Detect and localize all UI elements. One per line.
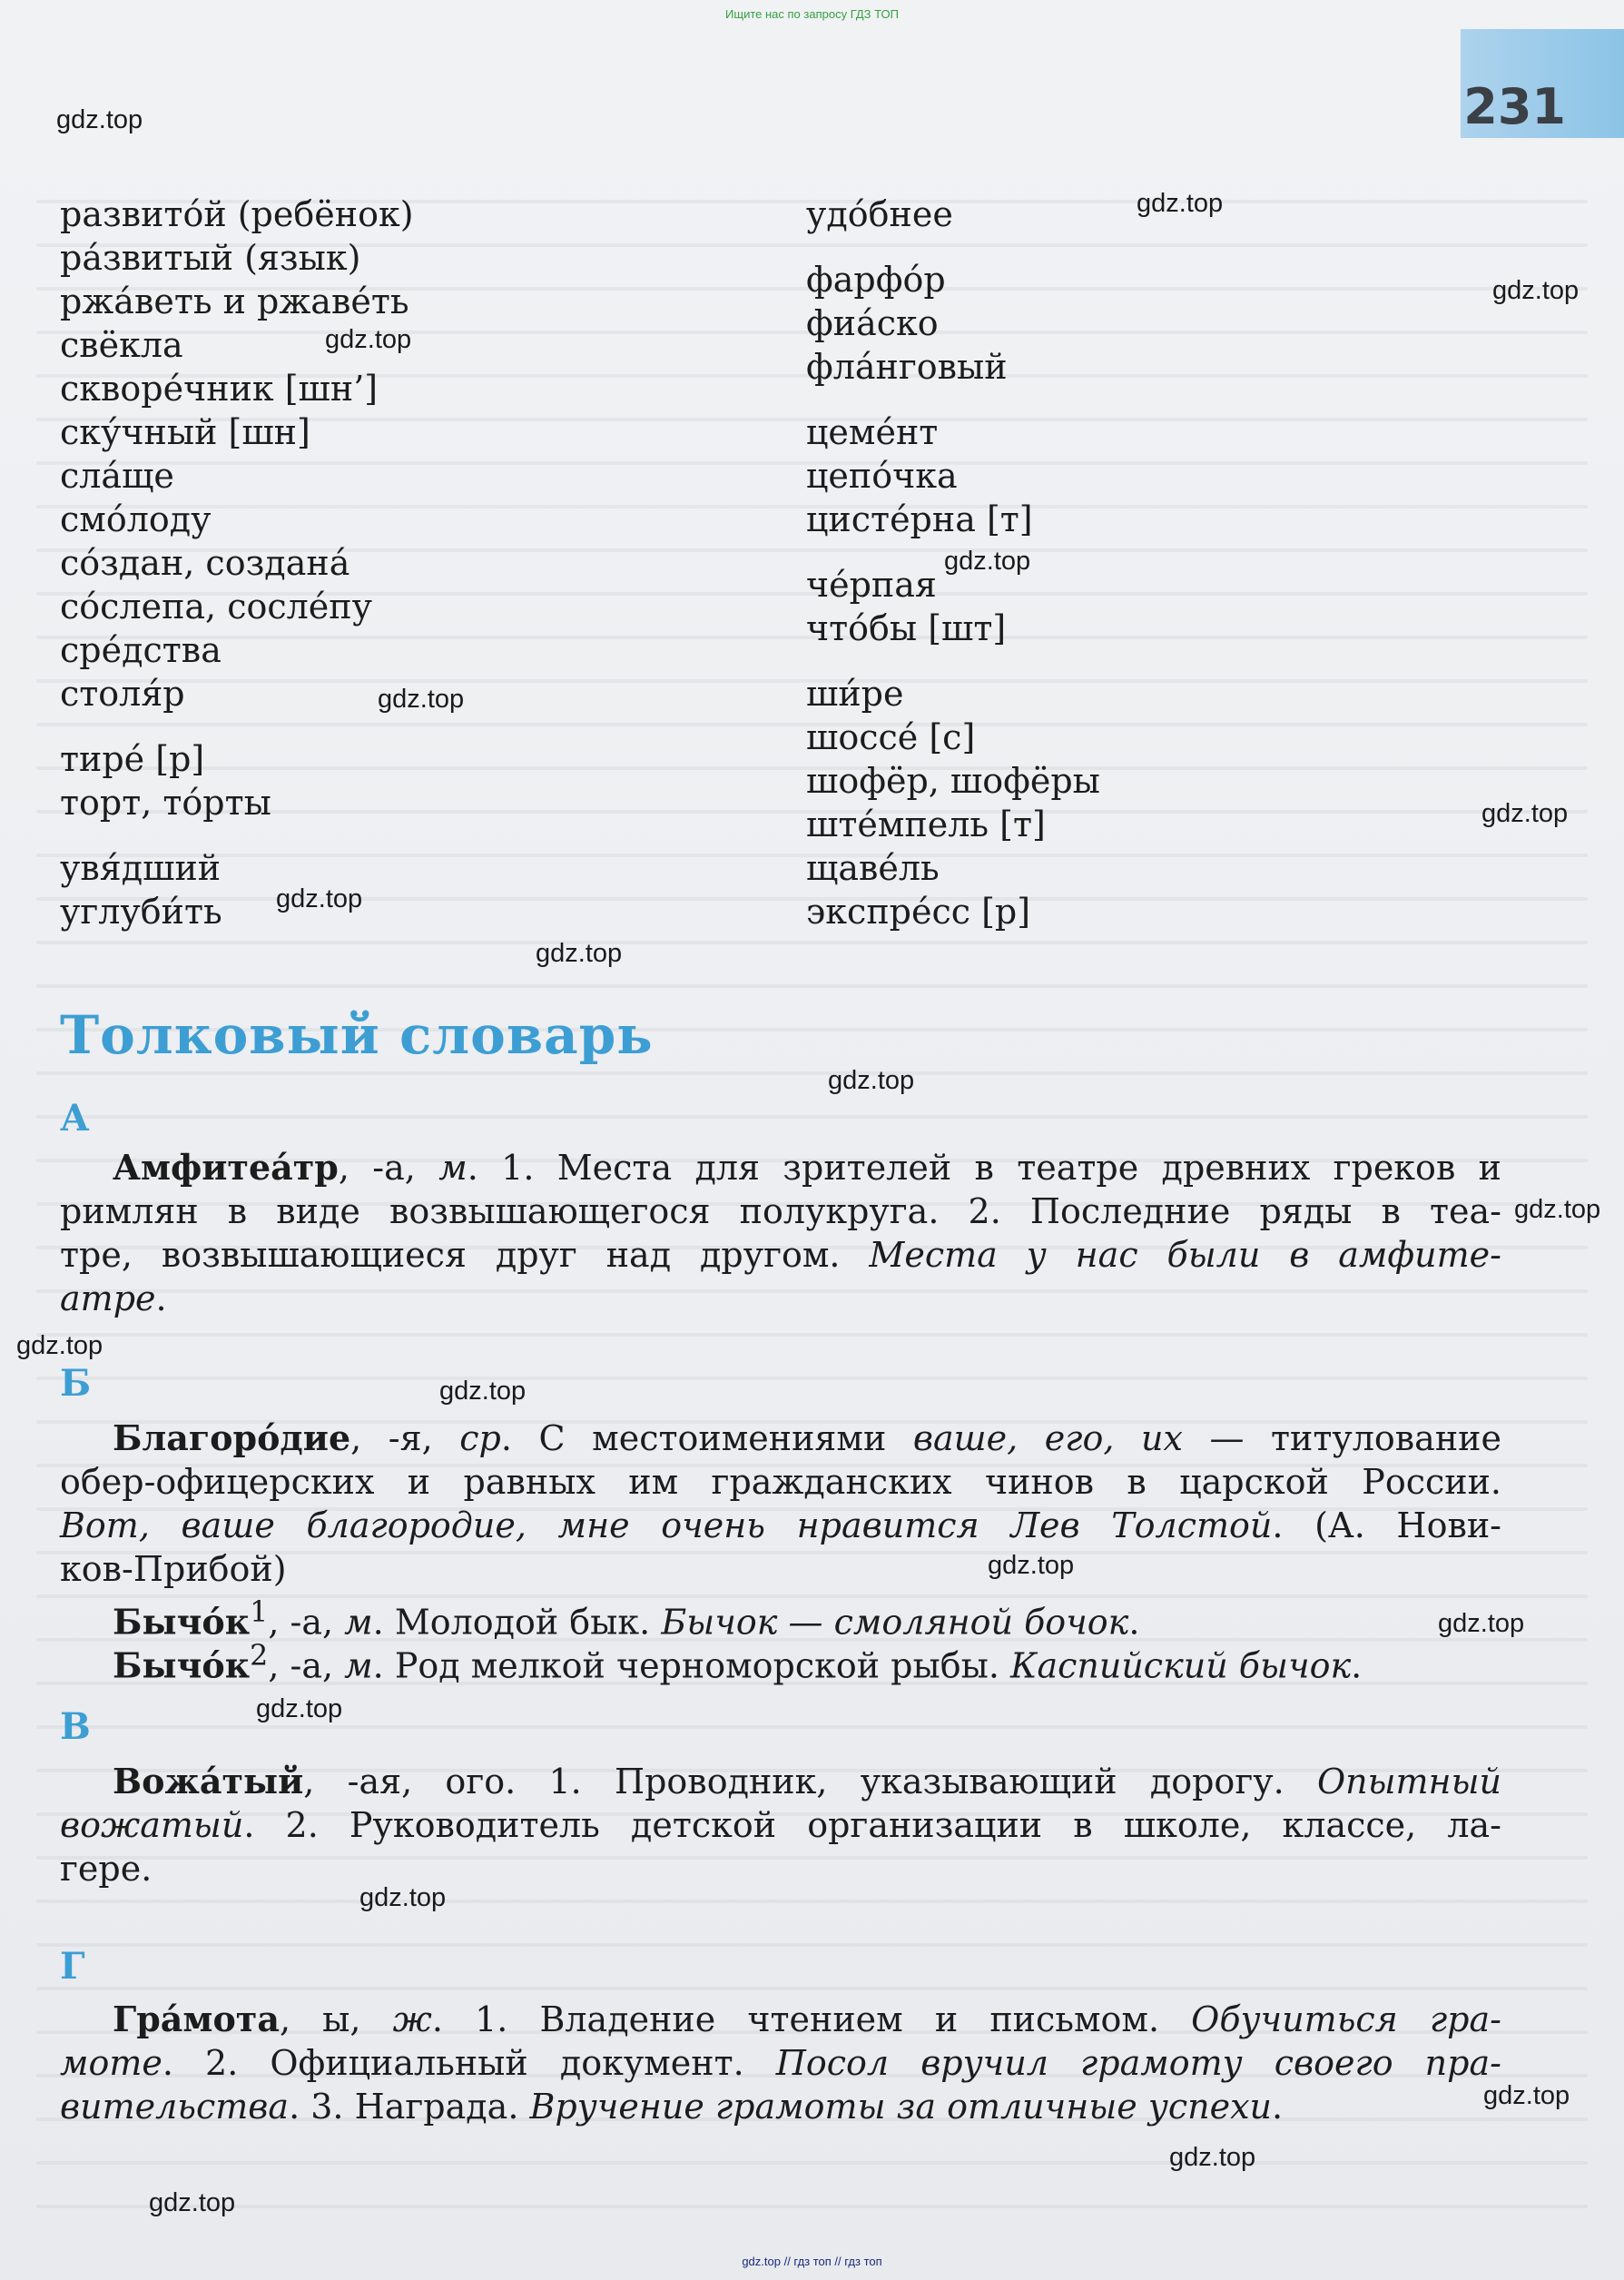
word-entry: цеме́нт <box>806 412 939 452</box>
section-letter: А <box>60 1097 90 1140</box>
word-entry: скворе́чник [шн’] <box>60 369 379 409</box>
word-entry: ши́ре <box>806 674 904 714</box>
list-gap <box>806 389 1100 410</box>
watermark: gdz.top <box>1483 2081 1570 2110</box>
word-entry: ште́мпель [т] <box>806 804 1046 844</box>
word-entry: увя́дший <box>60 848 221 888</box>
watermark: gdz.top <box>1492 276 1580 305</box>
section-letter: В <box>60 1705 91 1748</box>
list-gap <box>60 716 414 737</box>
watermark: gdz.top <box>944 547 1031 576</box>
section-letter: Б <box>60 1362 92 1405</box>
word-entry: цепо́чка <box>806 456 958 496</box>
word-entry: ржа́веть и ржаве́ть <box>60 281 409 321</box>
word-entry: со́здан, создана́ <box>60 543 350 583</box>
entry-line: Гра́мота, ы, ж. 1. Владение чтением и письмом. Обучиться гра- <box>113 1999 1502 2039</box>
word-entry: ра́звитый (язык) <box>60 238 361 278</box>
watermark: gdz.top <box>56 105 143 134</box>
word-entry: тире́ [р] <box>60 739 205 779</box>
entry-line: Благоро́дие, -я, ср. С местоимениями ваше, его, их — титулование <box>113 1417 1501 1458</box>
dictionary-entry <box>60 1998 1501 2128</box>
entry-line: моте. 2. Официальный документ. Посол вручил грамоту своего пра- <box>60 2043 1501 2083</box>
word-list-left <box>60 192 414 933</box>
word-entry: че́рпая <box>806 565 937 605</box>
watermark: gdz.top <box>439 1377 527 1406</box>
word-entry: свёкла <box>60 325 183 365</box>
watermark: gdz.top <box>256 1694 343 1723</box>
dictionary-entry <box>60 1146 1501 1320</box>
page-number: 231 <box>1463 78 1566 135</box>
watermark: gdz.top <box>1514 1195 1601 1224</box>
list-gap <box>806 236 1100 258</box>
dictionary-entry <box>60 1760 1501 1890</box>
entry-line: Вожа́тый, -ая, ого. 1. Проводник, указывающий дорогу. Опытный <box>113 1761 1501 1801</box>
word-entry: сре́дства <box>60 630 221 670</box>
watermark: gdz.top <box>828 1066 915 1095</box>
entry-line: гере. <box>60 1849 153 1889</box>
watermark: gdz.top <box>536 939 623 968</box>
watermark: gdz.top <box>16 1331 103 1360</box>
list-gap <box>806 650 1100 672</box>
word-entry: что́бы [шт] <box>806 608 1007 648</box>
entry-line: римлян в виде возвышающегося полукруга. 2. Последние ряды в теа- <box>60 1191 1501 1231</box>
watermark: gdz.top <box>1481 799 1569 828</box>
list-gap <box>806 541 1100 563</box>
entry-line: вожатый. 2. Руководитель детской организации в школе, классе, ла- <box>60 1805 1501 1845</box>
word-entry: фиа́ско <box>806 303 939 343</box>
watermark: gdz.top <box>378 685 465 714</box>
word-entry: фла́нговый <box>806 347 1008 387</box>
word-entry: цисте́рна [т] <box>806 499 1033 539</box>
word-entry: щаве́ль <box>806 848 940 888</box>
word-entry: фарфо́р <box>806 260 946 300</box>
watermark: gdz.top <box>988 1551 1075 1580</box>
entry-line: вительства. 3. Награда. Вручение грамоты за отличные успехи. <box>60 2087 1284 2127</box>
entry-line: Амфитеа́тр, -а, м. 1. Места для зрителей в театре древних греков и <box>113 1147 1502 1188</box>
word-entry: шофёр, шофёры <box>806 761 1100 801</box>
word-entry: смо́лоду <box>60 499 212 539</box>
footer-note: gdz.top // гдз топ // гдз топ <box>742 2255 882 2268</box>
word-entry: со́слепа, сосле́пу <box>60 587 372 627</box>
word-list-right <box>806 192 1100 933</box>
list-gap <box>60 824 414 846</box>
watermark: gdz.top <box>325 325 412 354</box>
word-entry: развито́й (ребёнок) <box>60 194 414 234</box>
word-entry: удо́бнее <box>806 194 953 234</box>
dictionary-entry <box>60 1416 1501 1591</box>
dictionary-entry <box>60 1634 1501 1688</box>
top-search-note: Ищите нас по запросу ГДЗ ТОП <box>725 7 899 21</box>
entry-line: Вот, ваше благородие, мне очень нравится Лев Толстой. (А. Нови- <box>60 1505 1502 1545</box>
watermark: gdz.top <box>149 2188 236 2217</box>
word-entry: столя́р <box>60 674 185 714</box>
watermark: gdz.top <box>1438 1609 1525 1638</box>
watermark: gdz.top <box>1169 2143 1256 2172</box>
word-entry: сла́ще <box>60 456 174 496</box>
word-entry: углуби́ть <box>60 892 222 932</box>
word-entry: ску́чный [шн] <box>60 412 310 452</box>
watermark: gdz.top <box>276 884 363 913</box>
entry-line: $Бычо́к^1$, -а, м. Молодой бык. Бычок — смоляной бочок. <box>113 1596 1140 1643</box>
entry-line: $Бычо́к^2$, -а, м. Род мелкой черноморской рыбы. Каспийский бычок. <box>113 1640 1363 1686</box>
dictionary-title: Толковый словарь <box>60 1004 654 1066</box>
word-entry: торт, то́рты <box>60 783 271 823</box>
entry-line: обер-офицерских и равных им гражданских чинов в царской России. <box>60 1462 1501 1502</box>
word-entry: экспре́сс [р] <box>806 892 1031 932</box>
watermark: gdz.top <box>359 1883 447 1912</box>
word-entry: шоссе́ [с] <box>806 717 976 757</box>
entry-line: атре. <box>60 1278 167 1318</box>
watermark: gdz.top <box>1137 189 1224 218</box>
section-letter: Г <box>60 1945 85 1988</box>
entry-line: ков-Прибой) <box>60 1549 287 1589</box>
entry-line: тре, возвышающиеся друг над другом. Места у нас были в амфите- <box>60 1235 1501 1275</box>
